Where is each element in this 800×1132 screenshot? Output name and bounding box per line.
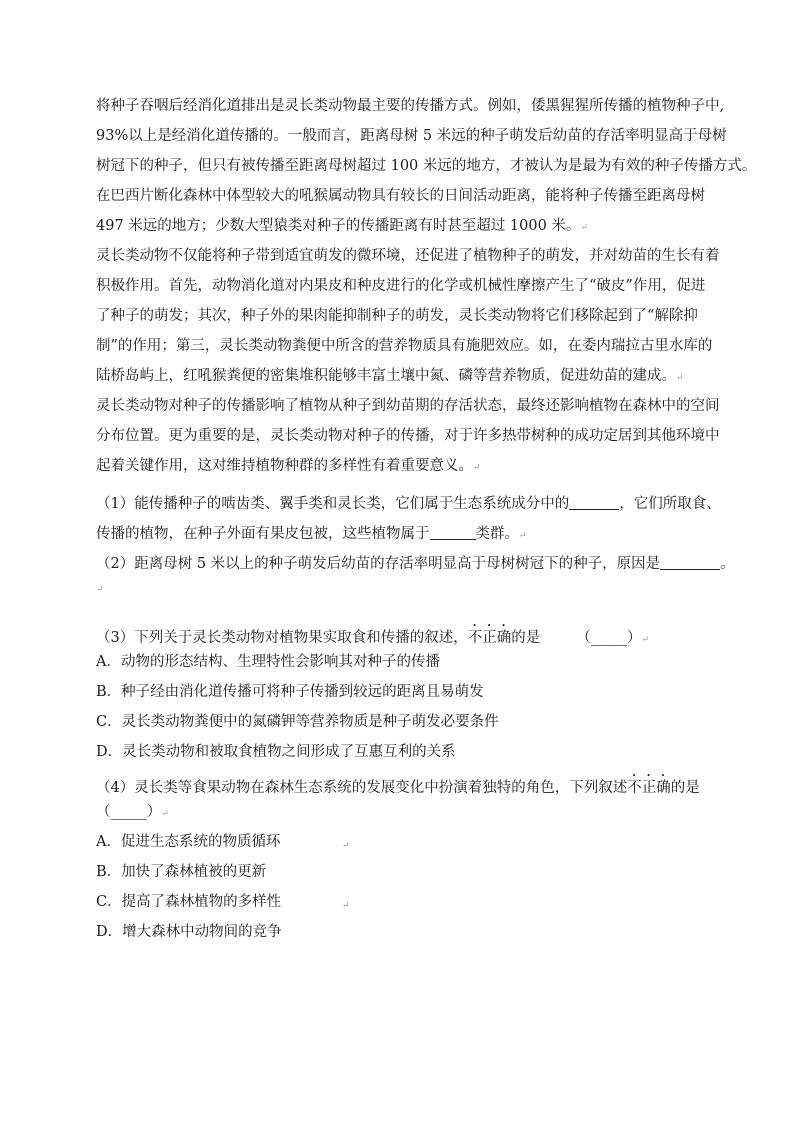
question-1-line-1 xyxy=(96,494,721,514)
paragraph-1-line-5-text: 497 米远的地方；少数大型猿类对种子的传播距离有时甚至超过 1000 米。 xyxy=(96,218,581,234)
question-4-stem xyxy=(96,772,700,798)
emphasis-not-correct: 不正确 xyxy=(627,780,671,796)
question-1-text-a: （1）能传播种子的啮齿类、翼手类和灵长类，它们属于生态系统成分中的 xyxy=(96,496,570,512)
paragraph-end-mark: ↵ xyxy=(342,841,350,851)
paragraph-end-mark: ↵ xyxy=(676,373,684,383)
question-3-option-d: D．灵长类动物和被取食植物之间形成了互惠互利的关系 xyxy=(96,744,456,760)
question-2-line xyxy=(96,554,735,574)
paragraph-1-line-3: 树冠下的种子，但只有被传播至距离母树超过 100 米远的地方，才被认为是最为有效的种子传播方式。 xyxy=(96,158,757,174)
paragraph-1-line-2: 93%以上是经消化道传播的。一般而言，距离母树 5 米远的种子萌发后幼苗的存活率明显高于母树 xyxy=(96,128,727,144)
question-3-text-b: 的是 xyxy=(511,630,541,646)
paragraph-end-mark: ↵ xyxy=(473,463,481,473)
paragraph-2-line-2: 积极作用。首先，动物消化道对内果皮和种皮进行的化学或机械性摩擦产生了“破皮”作用，促进 xyxy=(96,278,706,294)
question-2-end: 。 xyxy=(720,556,735,572)
question-4-option-a xyxy=(96,832,350,852)
question-3-text-a: （3）下列关于灵长类动物对植物果实取食和传播的叙述， xyxy=(96,630,468,646)
answer-paren[interactable]: （_____） xyxy=(96,804,162,820)
paragraph-2-line-3: 了种子的萌发；其次，种子外的果肉能抑制种子的萌发，灵长类动物将它们移除起到了“解除抑 xyxy=(96,308,698,324)
question-2-text: （2）距离母树 5 米以上的种子萌发后幼苗的存活率明显高于母树树冠下的种子，原因是 xyxy=(96,556,661,572)
question-4-paren-line xyxy=(96,802,169,824)
question-1-text-b: ，它们所取食、 xyxy=(619,496,721,512)
question-3-option-c: C．灵长类动物粪便中的氮磷钾等营养物质是种子萌发必要条件 xyxy=(96,714,499,730)
paragraph-1-line-1: 将种子吞咽后经消化道排出是灵长类动物最主要的传播方式。例如，倭黑猩猩所传播的植物种子中, xyxy=(96,98,725,114)
question-3-option-b: B．种子经由消化道传播可将种子传播到较远的距离且易萌发 xyxy=(96,684,484,700)
paragraph-1-line-5 xyxy=(96,216,588,238)
paragraph-3-line-3 xyxy=(96,456,481,478)
paragraph-end-mark: ↵ xyxy=(96,585,104,595)
paragraph-end-mark: ↵ xyxy=(519,531,527,541)
question-4-option-c-text: C．提高了森林植物的多样性 xyxy=(96,894,282,910)
question-4-option-d: D．增大森林中动物间的竞争 xyxy=(96,924,282,940)
emphasis-not-correct: 不正确 xyxy=(467,630,512,646)
question-4-option-a-text: A．促进生态系统的物质循环 xyxy=(96,834,281,850)
paragraph-2-line-4: 制”的作用；第三，灵长类动物粪便中所含的营养物质具有施肥效应。如，在委内瑞拉古里水库的 xyxy=(96,338,713,354)
paragraph-3-line-2: 分布位置。更为重要的是，灵长类动物对种子的传播，对于许多热带树种的成功定居到其他环境中 xyxy=(96,428,720,444)
question-1-text-d: 类群。 xyxy=(475,526,519,542)
paragraph-end-mark: ↵ xyxy=(342,901,350,911)
question-3-stem xyxy=(96,622,649,650)
paragraph-2-line-5 xyxy=(96,366,684,388)
paragraph-end-mark: ↵ xyxy=(641,635,650,645)
question-3-option-a: A．动物的形态结构、生理特性会影响其对种子的传播 xyxy=(96,654,440,670)
paragraph-end-mark: ↵ xyxy=(161,809,169,819)
question-1-line-2 xyxy=(96,524,527,546)
paragraph-2-line-5-text: 陆桥岛屿上，红吼猴粪便的密集堆积能够丰富土壤中氮、磷等营养物质，促进幼苗的建成。 xyxy=(96,368,676,384)
question-4-text-a: （4）灵长类等食果动物在森林生态系统的发展变化中扮演着独特的角色，下列叙述 xyxy=(96,780,628,796)
question-4-option-b: B．加快了森林植被的更新 xyxy=(96,864,267,880)
paragraph-3-line-1: 灵长类动物对种子的传播影响了植物从种子到幼苗期的存活状态，最终还影响植物在森林中的空间 xyxy=(96,398,720,414)
paragraph-2-line-1: 灵长类动物不仅能将种子带到适宜萌发的微环境，还促进了植物种子的萌发，并对幼苗的生长有着 xyxy=(96,248,720,264)
paragraph-end-mark: ↵ xyxy=(580,223,588,233)
answer-blank-2[interactable] xyxy=(430,525,476,540)
question-4-option-c xyxy=(96,892,350,912)
paragraph-1-line-4: 在巴西片断化森林中体型较大的吼猴属动物具有较长的日间活动距离，能将种子传播至距离母树 xyxy=(96,188,705,204)
question-1-text-c: 传播的植物，在种子外面有果皮包被，这些植物属于 xyxy=(96,526,430,542)
answer-paren[interactable]: （_____） xyxy=(576,630,642,646)
paragraph-3-line-3-text: 起着关键作用，这对维持植物种群的多样性有着重要意义。 xyxy=(96,458,473,474)
answer-blank-3[interactable] xyxy=(660,555,720,570)
answer-blank-1[interactable] xyxy=(569,495,619,510)
question-4-text-b: 的是 xyxy=(670,780,700,796)
